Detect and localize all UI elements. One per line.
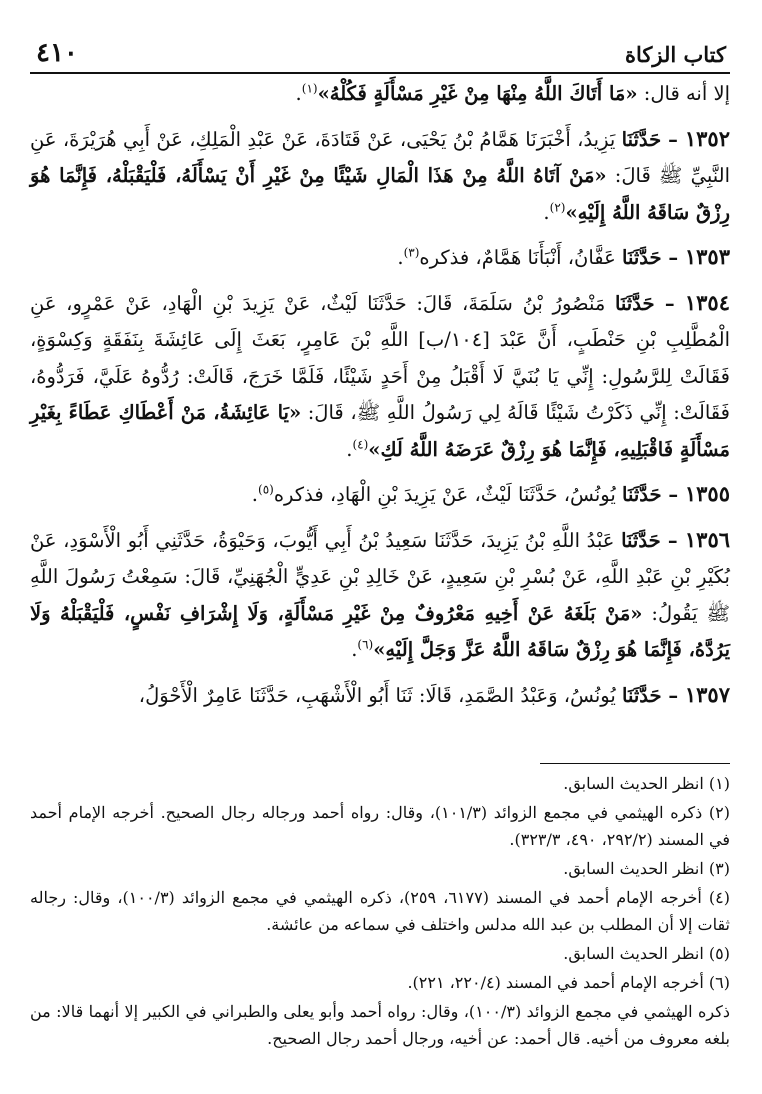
intro-tail: . xyxy=(295,82,302,105)
page-header xyxy=(30,36,730,74)
hadith-lead: – حَدَّثَنَا xyxy=(622,683,685,707)
footnote-6: (٦) أخرجه الإمام أحمد في المسند (٢٢٠/٤، ٢٢١). xyxy=(407,973,730,992)
main-text xyxy=(30,76,730,722)
footnote-ref: (٣) xyxy=(403,245,420,260)
hadith-1355 xyxy=(30,476,730,514)
footnote-2: (٢) ذكره الهيثمي في مجمع الزوائد (١٠١/٣)، وقال: رواه أحمد ورجاله رجال الصحيح. أخرجه الإمام أحمد في المسند (٢٩٢/٢، ٤٩٠، ٣٢٣/٣). xyxy=(30,803,730,849)
hadith-lead: – حَدَّثَنَا xyxy=(614,291,685,315)
intro-paragraph xyxy=(30,76,730,113)
hadith-1352 xyxy=(30,121,730,232)
hadith-number: ١٣٥٣ xyxy=(684,244,730,269)
hadith-lead: – حَدَّثَنَا xyxy=(622,246,685,269)
hadith-quote: «يَا عَائِشَةُ، مَنْ أَعْطَاكِ عَطَاءً بِغَيْرِ مَسْأَلَةٍ فَاقْبَلِيهِ، فَإِنَّمَا هُوَ رِزْقٌ عَرَضَهُ اللَّهُ لَكِ» xyxy=(30,401,730,461)
footnote-4: (٤) أخرجه الإمام أحمد في المسند (٦١٧٧، ٢٥٩)، ذكره الهيثمي في مجمع الزوائد (١٠٠/٣)، وقال: رجاله ثقات إلا أن المطلب بن عبد الله مدلس واختلف في سماعه من عائشة. xyxy=(30,888,731,934)
hadith-number: ١٣٥٢ xyxy=(684,125,730,151)
footnote-ref: (٥) xyxy=(258,482,274,497)
hadith-lead: – حَدَّثَنَا xyxy=(621,528,685,552)
hadith-text: مَنْصُورُ بْنُ سَلَمَةَ، قَالَ: حَدَّثَنَا لَيْثٌ، عَنْ يَزِيدَ بْنِ الْهَادِ، عَنْ عَمْرٍو، عَنِ الْمُطَّلِبِ بْنِ حَنْطَبٍ، أَنَّ عَبْدَ [١٠٤/ب] اللَّهِ بْنَ عَامِرٍ، بَعَثَ إِلَى عَائِشَةَ بِنَفَقَةٍ وَكِسْوَةٍ، فَقَالَتْ لِلرَّسُولِ: إِنِّي يَا بُنَيَّ لَا أَقْبَلُ مِنْ أَحَدٍ شَيْئًا، فَلَمَّا خَرَجَ، قَالَتْ: رُدُّوهُ عَلَيَّ، فَرَدُّوهُ، فَقَالَتْ: إِنِّي ذَكَرْتُ شَيْئًا قَالَهُ لِي رَسُولُ اللَّهِ ﷺ، قَالَ: xyxy=(30,291,730,424)
hadith-text: يَزِيدُ، أَخْبَرَنَا هَمَّامُ بْنُ يَحْيَى، عَنْ قَتَادَةَ، عَنْ عَبْدِ الْمَلِكِ، عَنْ أَبِي هُرَيْرَةَ، عَنِ النَّبِيِّ ﷺ قَالَ: xyxy=(30,127,730,187)
hadith-quote: «مَنْ آتَاهُ اللَّهُ مِنْ هَذَا الْمَالِ شَيْئًا مِنْ غَيْرِ أَنْ يَسْأَلَهُ، فَلْيَقْبَلْهُ، فَإِنَّمَا هُوَ رِزْقٌ سَاقَهُ اللَّهُ إِلَيْهِ» xyxy=(30,164,730,224)
hadith-1354 xyxy=(30,285,730,469)
hadith-tail: . xyxy=(397,246,404,269)
hadith-number: ١٣٥٥ xyxy=(684,481,730,506)
footnote-ref: (٤) xyxy=(352,437,369,451)
footnote-ref: (٦) xyxy=(357,637,374,652)
hadith-text: يُونُسُ، حَدَّثَنَا لَيْثٌ، عَنْ يَزِيدَ بْنِ الْهَادِ، فذكره xyxy=(273,483,622,506)
hadith-number: ١٣٥٧ xyxy=(684,681,730,707)
hadith-1357 xyxy=(30,677,730,715)
footnote-ref: (١) xyxy=(301,81,318,96)
hadith-number: ١٣٥٤ xyxy=(684,289,730,315)
hadith-1356 xyxy=(30,522,730,669)
intro-lead: إلا أنه قال: xyxy=(637,82,730,105)
hadith-tail: . xyxy=(351,638,358,661)
intro-quote: «مَا أَتَاكَ اللَّهُ مِنْهَا مِنْ غَيْرِ مَسْأَلَةٍ فَكُلْهُ» xyxy=(317,82,638,105)
hadith-tail: . xyxy=(543,200,550,224)
hadith-text: عَفَّانُ، أَنْبَأَنَا هَمَّامٌ، فذكره xyxy=(419,246,622,269)
footnote-1: (١) انظر الحديث السابق. xyxy=(563,774,730,793)
hadith-quote: «مَنْ بَلَغَهُ عَنْ أَخِيهِ مَعْرُوفٌ مِنْ غَيْرِ مَسْأَلَةٍ، وَلَا إِشْرَافِ نَفْسٍ، فَلْيَقْبَلْهُ وَلَا يَرُدَّهُ، فَإِنَّمَا هُوَ رِزْقٌ سَاقَهُ اللَّهُ عَزَّ وَجَلَّ إِلَيْهِ» xyxy=(30,601,730,661)
footnote-ref: (٢) xyxy=(549,200,566,214)
hadith-tail: . xyxy=(251,483,258,506)
hadith-lead: – حَدَّثَنَا xyxy=(621,127,685,151)
footnote-6-note: ذكره الهيثمي في مجمع الزوائد (١٠٠/٣)، وقال: رواه أحمد وأبو يعلى والطبراني في الكبير إلا أنهما قالا: من بلغه معروف من أخيه. قال أحمد: عن أخيه، ورجال أحمد رجال الصحيح. xyxy=(30,1002,731,1048)
hadith-number: ١٣٥٦ xyxy=(684,526,731,552)
hadith-lead: – حَدَّثَنَا xyxy=(622,483,685,506)
footnotes xyxy=(30,770,730,1054)
book-title: كتاب الزكاة xyxy=(624,42,726,67)
page-number: ٤١٠ xyxy=(36,38,78,68)
footnote-5: (٥) انظر الحديث السابق. xyxy=(563,944,730,963)
hadith-text: يُونُسُ، وَعَبْدُ الصَّمَدِ، قَالَا: ثَنَا أَبُو الْأَشْهَبِ، حَدَّثَنَا عَامِرٌ الْأَحْوَلُ، xyxy=(138,683,622,707)
footnote-separator xyxy=(540,763,730,764)
footnote-3: (٣) انظر الحديث السابق. xyxy=(563,859,730,878)
hadith-1353 xyxy=(30,239,730,277)
hadith-tail: . xyxy=(346,437,353,461)
hadith-text: عَبْدُ اللَّهِ بْنُ يَزِيدَ، حَدَّثَنَا سَعِيدُ بْنُ أَبِي أَيُّوبَ، وَحَيْوَةُ، حَدَّثَنِي أَبُو الْأَسْوَدِ، عَنْ بُكَيْرِ بْنِ عَبْدِ اللَّهِ، عَنْ بُسْرِ بْنِ سَعِيدٍ، عَنْ خَالِدِ بْنِ عَدِيٍّ الْجُهَنِيِّ، قَالَ: سَمِعْتُ رَسُولَ اللَّهِ ﷺ يَقُولُ: xyxy=(30,528,731,625)
